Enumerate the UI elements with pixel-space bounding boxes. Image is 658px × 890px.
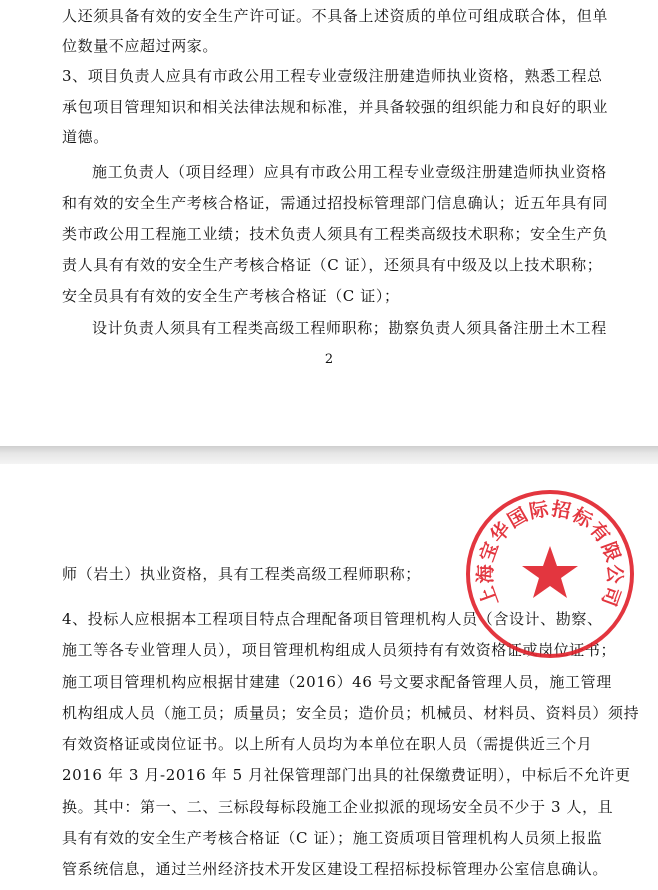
page-number: 2: [324, 352, 334, 367]
text-line: 换。其中：第一、二、三标段每标段施工企业拟派的现场安全员不少于 3 人，且: [62, 798, 614, 816]
seal-character: 海: [474, 564, 497, 584]
text-line: 道德。: [62, 128, 109, 146]
text-line: 安全员具有有效的安全生产考核合格证（C 证）；: [62, 287, 400, 305]
text-line: 施工等各专业管理人员），项目管理机构组成人员须持有有效资格证或岗位证书；: [62, 641, 617, 659]
text-line: 位数量不应超过两家。: [62, 37, 219, 55]
seal-character: 有: [584, 518, 614, 547]
text-line: 具有有效的安全生产考核合格证（C 证）；施工资质项目管理机构人员须上报监: [62, 829, 603, 847]
text-line: 施工项目管理机构应根据甘建建（2016）46 号文要求配备管理人员，施工管理: [62, 673, 612, 691]
text-line: 类市政公用工程施工业绩；技术负责人须具有工程类高级技术职称；安全生产负: [62, 225, 609, 243]
page-separator: [0, 446, 658, 464]
seal-character: 标: [568, 503, 596, 533]
text-line: 施工负责人（项目经理）应具有市政公用工程专业壹级注册建造师执业资格: [92, 163, 607, 181]
seal-character: 际: [527, 498, 551, 523]
text-line: 责人具有有效的安全生产考核合格证（C 证），还须具有中级及以上技术职称；: [62, 256, 603, 274]
text-line: 承包项目管理知识和相关法律法规和标准，并具备较强的组织能力和良好的职业: [62, 98, 609, 116]
seal-star-icon: [522, 546, 578, 598]
seal-character: 上: [475, 583, 504, 609]
text-line: 和有效的安全生产考核合格证，需通过招投标管理部门信息确认；近五年具有同: [62, 194, 609, 212]
text-line: 管系统信息，通过兰州经济技术开发区建设工程招标投标管理办公室信息确认。: [62, 860, 609, 878]
seal-character: 公: [603, 564, 626, 584]
seal-character: 华: [486, 518, 516, 547]
seal-character: 招: [549, 498, 573, 523]
seal-character: 限: [596, 539, 625, 565]
text-line: 机构组成人员（施工员；质量员；安全员；造价员；机械员、材料员、资料员）须持: [62, 704, 640, 722]
seal-character: 国: [504, 503, 532, 533]
text-line: 师（岩土）执业资格，具有工程类高级工程师职称；: [62, 565, 421, 583]
text-line: 设计负责人须具有工程类高级工程师职称；勘察负责人须具备注册土木工程: [92, 319, 607, 337]
seal-character: 宝: [475, 539, 504, 565]
text-line: 3、项目负责人应具有市政公用工程专业壹级注册建造师执业资格，熟悉工程总: [62, 67, 603, 85]
text-line: 人还须具备有效的安全生产许可证。不具备上述资质的单位可组成联合体，但单: [62, 7, 609, 25]
text-line: 4、投标人应根据本工程项目特点合理配备项目管理机构人员（含设计、勘察、: [62, 610, 603, 628]
seal-character: 司: [596, 583, 625, 609]
company-seal-stamp: [462, 486, 638, 662]
text-line: 2016 年 3 月-2016 年 5 月社保管理部门出具的社保缴费证明），中标后不允许更: [62, 766, 631, 784]
text-line: 有效资格证或岗位证书。以上所有人员均为本单位在职人员（需提供近三个月: [62, 735, 593, 753]
